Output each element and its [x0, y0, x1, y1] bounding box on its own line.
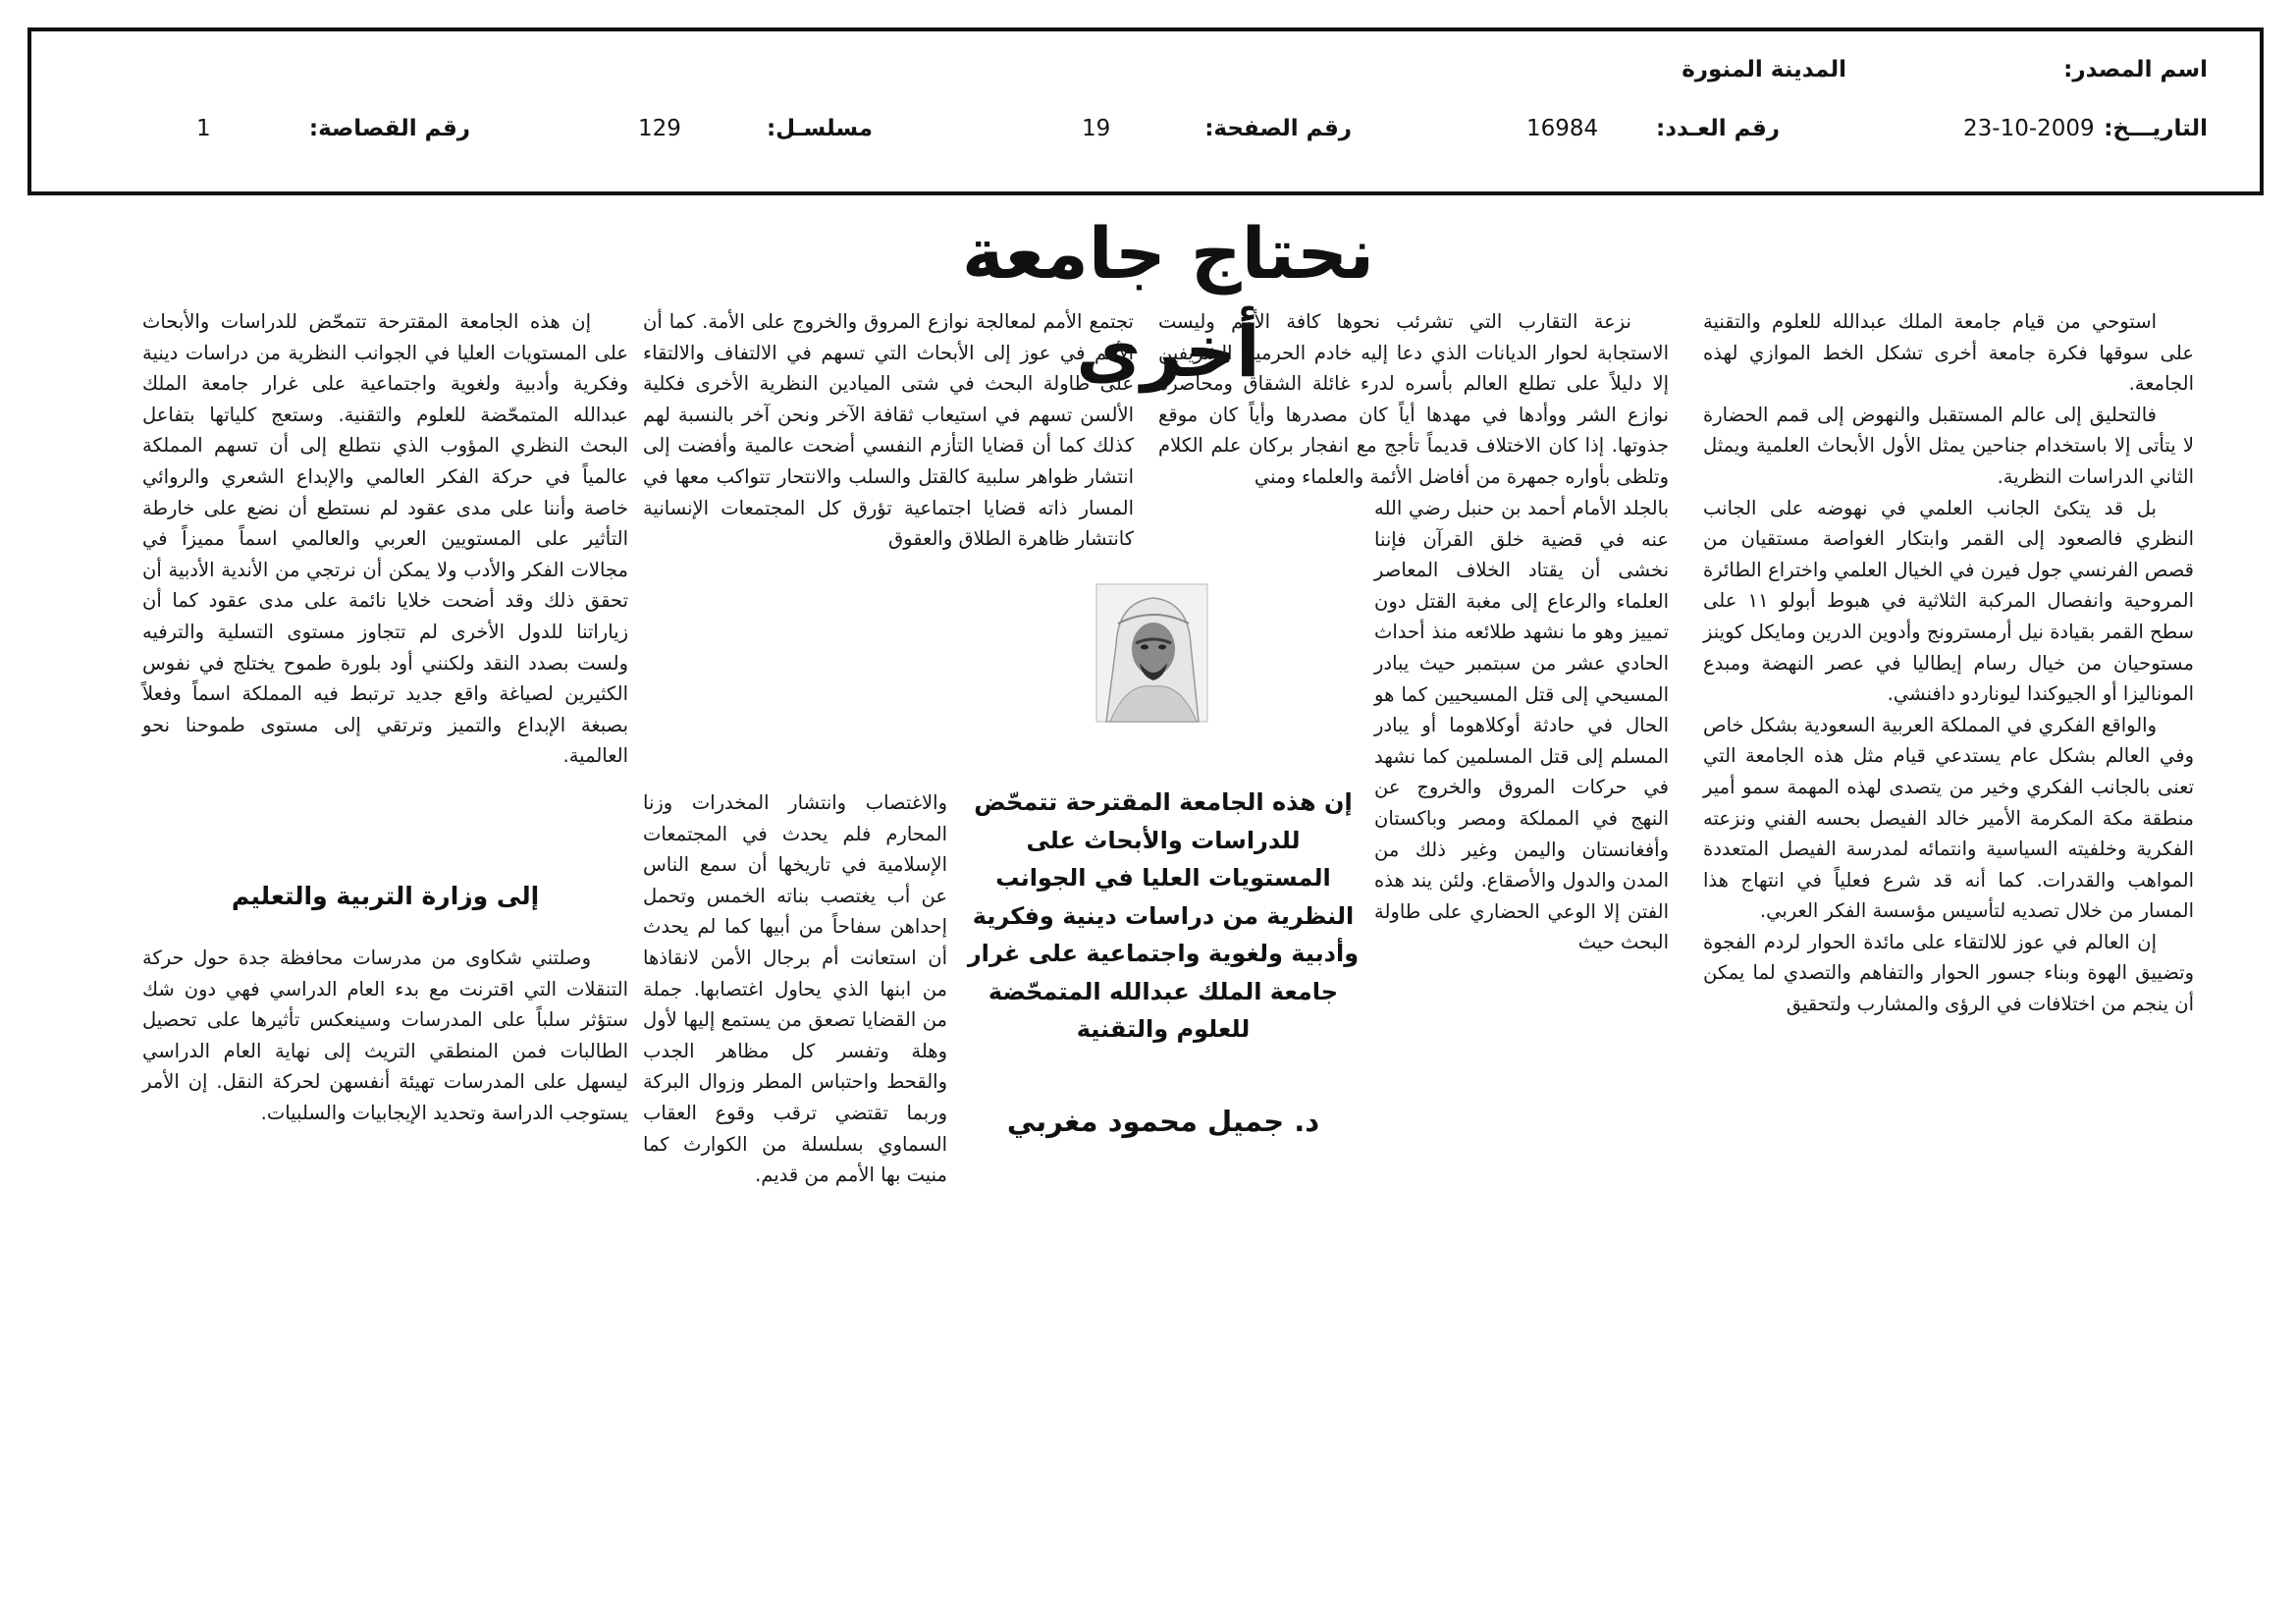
article-headline: نحتاج جامعة أخرى	[961, 212, 1375, 393]
paragraph: إن هذه الجامعة المقترحة تتمحّض للدراسات والأبحاث على المستويات العليا في الجوانب النظرية من دراسات دينية وفكرية وأدبية ولغوية واجتماعية على غرار جامعة الملك عبدالله المتمحّضة للعلوم والتقنية. وستعج كلياتها بتفاعل البحث النظري المؤوب الذي نتطلع إلى أن تسهم المملكة عالمياً في حركة الفكر العالمي والإبداع الشعري والروائي خاصة وأننا على مدى عقود لم نستطع أن نضع على خارطة التأثير على المستويين العربي والعالمي اسماً مميزاً في مجالات الفكر والأدب ولا يمكن أن نرتجي من الأندية الأدبية أن تحقق ذلك وقد أضحت خلايا نائمة على مدى عقود كما أن زياراتنا للدول الأخرى لم تتجاوز مستوى التسلية والترفيه ولست بصدد النقد ولكنني أود بلورة طموح يختلج في نفوس الكثيرين لصياغة واقع جديد ترتبط فيه المملكة اسماً وفعلاً بصبغة الإبداع والتميز وترتقي إلى مستوى طموحنا نحو العالمية.	[142, 310, 628, 768]
serial-value: 129	[638, 116, 681, 141]
paragraph: استوحي من قيام جامعة الملك عبدالله للعلوم والتقنية على سوقها فكرة جامعة أخرى تشكل الخط الموازي لهذه الجامعة.	[1703, 310, 2194, 396]
paragraph: والاغتصاب وانتشار المخدرات وزنا المحارم فلم يحدث في المجتمعات الإسلامية في تاريخها أن سمع الناس عن أب يغتصب بناته الخمس وتحمل إحداهن سفاحاً من أبيها كما لم يحدث أن استعانت أم برجال الأمن لانقاذها من ابنها الذي يحاول اغتصابها. جملة من القضايا تصعق من يستمع إليها لأول وهلة وتفسر كل مظاهر الجدب والقحط واحتباس المطر وزوال البركة وربما تقتضي ترقب وقوع العقاب السماوي بسلسلة من الكوارث كما منيت بها الأمم من قديم.	[643, 791, 947, 1187]
date-value: 23-10-2009	[1963, 116, 2095, 141]
clip-value: 1	[196, 116, 211, 141]
issue-label: رقم العـدد:	[1656, 116, 1780, 141]
paragraph: بل قد يتكئ الجانب العلمي في نهوضه على الجانب النظري فالصعود إلى القمر وابتكار الغواصة مستقيان من قصص الفرنسي جول فيرن في الخيال العلمي واختراع الطائرة المروحية وانفصال المركبة الثلاثية في هبوط أبولو ١١ على سطح القمر بقيادة نيل أرمسترونج وأدوين الدرين ومايكل كوينز مستوحيان من خيال رسام إيطاليا في عصر النهضة ومبدع الموناليزا أو الجيوكندا ليوناردو دافنشي.	[1703, 496, 2194, 706]
article-column-2-top	[1158, 306, 1669, 493]
paragraph: وصلتني شكاوى من مدرسات محافظة جدة حول حركة التنقلات التي اقترنت مع بدء العام الدراسي فهي دون شك ستؤثر سلباً على المدرسات وسينعكس تأثيرها على تحصيل الطالبات فمن المنطقي التريث إلى نهاية العام الدراسي ليسهل على المدرسات تهيئة أنفسهن لحركة النقل. إن الأمر يستوجب الدراسة وتحديد الإيجابيات والسلبيات.	[142, 947, 628, 1124]
paragraph: تجتمع الأمم لمعالجة نوازع المروق والخروج على الأمة. كما أن الأمم في عوز إلى الأبحاث التي تسهم في الالتفاف والالتقاء على طاولة البحث في شتى الميادين النظرية الأخرى فكلية الألسن تسهم في استيعاب ثقافة الآخر ونحن آخر بالنسبة لهم كذلك كما أن قضايا التأزم النفسي أضحت عالمية وأفضت إلى انتشار ظواهر سلبية كالقتل والسلب والانتحار تتواكب معها في المسار ذاته قضايا اجتماعية تؤرق كل المجتمعات الإنسانية كانتشار ظاهرة الطلاق والعقوق	[643, 310, 1134, 551]
clip-label: رقم القصاصة:	[308, 116, 470, 141]
article-column-4-bottom	[142, 943, 628, 1178]
article-column-4-top	[142, 306, 628, 871]
paragraph: نزعة التقارب التي تشرئب نحوها كافة الأمم وليست الاستجابة لحوار الديانات الذي دعا إليه خادم الحرمين الشريفين إلا دليلاً على تطلع العالم بأسره لدرء غائلة الشقاق ومحاصرة نوازع الشر ووأدها في مهدها أياً كان مصدرها وأياً كان موقع جذوتها. إذا كان الاختلاف قديماً تأجج مع انفجار بركان علم الكلام وتلظى بأواره جمهرة من أفاضل الأئمة والعلماء ومني	[1158, 310, 1669, 488]
page-label: رقم الصفحة:	[1204, 116, 1352, 141]
issue-value: 16984	[1526, 116, 1599, 141]
page-value: 19	[1082, 116, 1111, 141]
paragraph: والواقع الفكري في المملكة العربية السعودية بشكل خاص وفي العالم بشكل عام يستدعي قيام مثل هذه الجامعة التي تعنى بالجانب الفكري وخير من يتصدى لهذه المهمة سمو أمير منطقة مكة المكرمة الأمير خالد الفيصل بحسه الفني ونزعته الفكرية وخلفيته السياسية وانتمائه لمدرسة الفيصل المتعددة المواهب والقدرات. كما أنه قد شرع فعلياً في انتهاج هذا المسار من خلال تصديه لتأسيس مؤسسة الفكر العربي.	[1703, 713, 2194, 923]
article-column-2-bottom	[1374, 493, 1669, 1170]
section-subheading: إلى وزارة التربية والتعليم	[231, 882, 540, 910]
article-column-3-top	[643, 306, 1134, 787]
pull-quote: إن هذه الجامعة المقترحة تتمحّض للدراسات والأبحاث على المستويات العليا في الجوانب النظرية من دراسات دينية وفكرية وأدبية ولغوية واجتماعية على غرار جامعة الملك عبدالله المتمحّضة للعلوم والتقنية	[967, 788, 1360, 1043]
source-label: اسم المصدر:	[2063, 57, 2208, 82]
article-column-1	[1703, 306, 2194, 1170]
clipping-header	[27, 27, 2264, 195]
source-value: المدينة المنورة	[1682, 57, 1846, 82]
article-column-3-bottom	[643, 787, 947, 1187]
author-byline: د. جميل محمود مغربي	[1006, 1105, 1320, 1138]
paragraph: بالجلد الأمام أحمد بن حنبل رضي الله عنه في قضية خلق القرآن فإننا نخشى أن يقتاد الخلاف المعاصر العلماء والرعاع إلى مغبة القتل دون تمييز وهو ما نشهد طلائعه منذ أحداث الحادي عشر من سبتمبر حيث يبادر المسيحي إلى قتل المسيحيين كما هو الحال في حادثة أوكلاهوما أو يبادر المسلم إلى قتل المسلمين كما نشهد في حركات المروق والخروج عن النهج في المملكة ومصر وباكستان وأفغانستان واليمن وغير ذلك من المدن والدول والأصقاع. ولئن يند هذه الفتن إلا الوعي الحضاري على طاولة البحث حيث	[1374, 497, 1669, 954]
paragraph: إن العالم في عوز للالتقاء على مائدة الحوار لردم الفجوة وتضييق الهوة وبناء جسور الحوار والتفاهم والتصدي لما يمكن أن ينجم من اختلافات في الرؤى والمشارب ولتحقيق	[1703, 930, 2194, 1016]
date-label: التاريـــخ:	[2104, 116, 2208, 141]
paragraph: فالتحليق إلى عالم المستقبل والنهوض إلى قمم الحضارة لا يتأتى إلا باستخدام جناحين يمثل الأول الأبحاث العلمية ويمثل الثاني الدراسات النظرية.	[1703, 403, 2194, 488]
serial-label: مسلسـل:	[766, 116, 873, 141]
